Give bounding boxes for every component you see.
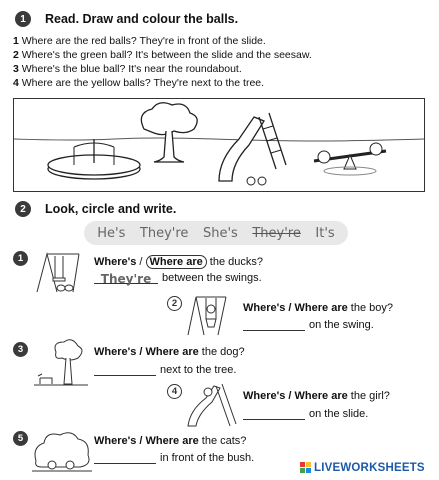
dog-near-tree-picture [34, 338, 88, 388]
exercise-1-title: Read. Draw and colour the balls. [45, 12, 239, 26]
question-2-answer-line: on the swing. [243, 319, 374, 331]
word-bank [84, 221, 348, 245]
roundabout-drawing [48, 139, 140, 179]
exercise-2-title: Look, circle and write. [45, 202, 177, 216]
question-5-number: 5 [13, 431, 28, 446]
logo-icon [300, 462, 312, 474]
question-2-text: Where's / Where are the boy? [243, 302, 393, 314]
option-wheres[interactable]: Where's [243, 390, 286, 402]
girl-on-slide-picture [184, 380, 240, 428]
word-bank-item: It's [315, 225, 335, 241]
cats-bush-picture [32, 427, 92, 475]
option-where-are[interactable]: Where are [294, 390, 348, 402]
playground-scene [13, 98, 425, 192]
option-where-are[interactable]: Where are [145, 346, 199, 358]
boy-on-swing-picture [184, 293, 236, 337]
option-where-are[interactable]: Where are [145, 435, 199, 447]
playground-illustration [14, 99, 424, 191]
question-5-text: Where's / Where are the cats? [94, 435, 247, 447]
option-where-are[interactable]: Where are [294, 302, 348, 314]
option-wheres[interactable]: Where's [94, 256, 137, 268]
question-1-number: 1 [13, 251, 28, 266]
question-3-answer-line: next to the tree. [94, 364, 236, 376]
word-bank-item: He's [97, 225, 126, 241]
slide-drawing [219, 113, 286, 185]
exercise-1-list [13, 34, 312, 90]
word-bank-item-used: They're [252, 225, 301, 241]
question-4-answer-line: on the slide. [243, 408, 368, 420]
option-wheres[interactable]: Where's [94, 346, 137, 358]
tree-drawing [141, 103, 197, 162]
question-4-text: Where's / Where are the girl? [243, 390, 390, 402]
word-bank-item: They're [139, 225, 189, 241]
list-item: 2 Where's the green ball? It's between the slide and the seesaw. [13, 49, 312, 61]
list-item: 1 Where are the red balls? They're in front of the slide. [13, 35, 266, 47]
option-where-are-circled[interactable]: Where are [146, 255, 207, 269]
seesaw-drawing [314, 143, 386, 175]
option-wheres[interactable]: Where's [243, 302, 286, 314]
word-bank-item: She's [202, 225, 238, 241]
liveworksheets-logo: LIVEWORKSHEETS [300, 462, 425, 474]
question-1-answer-line: They're between the swings. [94, 272, 262, 284]
question-3-number: 3 [13, 342, 28, 357]
answer-field-4[interactable] [243, 408, 305, 420]
swings-ducks-picture [33, 250, 87, 294]
question-4-number: 4 [167, 384, 182, 399]
question-2-number: 2 [167, 296, 182, 311]
answer-field-5[interactable] [94, 452, 156, 464]
exercise-1-badge: 1 [15, 11, 31, 27]
answer-field-1[interactable]: They're [94, 272, 158, 284]
question-1-text: Where's / Where are the ducks? [94, 256, 263, 268]
question-5-answer-line: in front of the bush. [94, 452, 254, 464]
list-item: 4 Where are the yellow balls? They're next to the tree. [13, 77, 265, 89]
answer-field-2[interactable] [243, 319, 305, 331]
exercise-2-badge: 2 [15, 201, 31, 217]
list-item: 3 Where's the blue ball? It's near the roundabout. [13, 63, 242, 75]
question-3-text: Where's / Where are the dog? [94, 346, 245, 358]
option-wheres[interactable]: Where's [94, 435, 137, 447]
answer-field-3[interactable] [94, 364, 156, 376]
